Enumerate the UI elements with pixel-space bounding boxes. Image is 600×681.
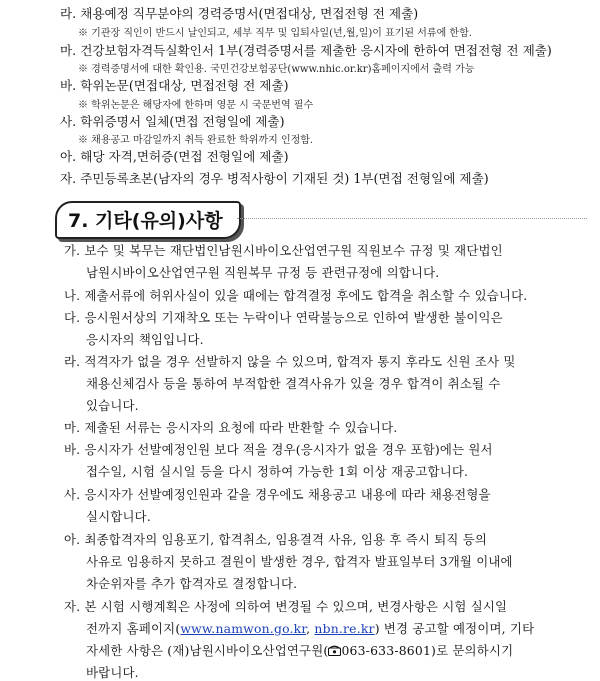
s6-note-1: ※ 기관장 직인이 반드시 날인되고, 세부 직무 및 입퇴사일(년,월,일)이 표기된 서류에 한함. (78, 28, 472, 39)
s7-item-ba: 바. 응시자가 선발예정인원 보다 적을 경우(응시자가 없을 경우 포함)에는 원서 (64, 442, 493, 457)
s7-item-ga: 가. 보수 및 복무는 재단법인남원시바이오산업연구원 직원보수 규정 및 재단법인 (64, 243, 503, 258)
s6-item-ja: 자. 주민등록초본(남자의 경우 병적사항이 기재된 것) 1부(면접 전형일에 제출) (60, 171, 489, 186)
s6-note-2: ※ 경력증명서에 대한 확인용. 국민건강보험공단(www.nhic.or.kr)홈페이지에서 출력 가능 (78, 64, 475, 75)
s7-item-sa: 사. 응시자가 선발예정인원과 같을 경우에도 채용공고 내용에 따라 채용전형을 (64, 487, 491, 502)
s7-item-da: 다. 응시원서상의 기재착오 또는 누락이나 연락불능으로 인하여 발생한 불이익은 (64, 310, 503, 325)
telephone-icon (328, 645, 341, 656)
s7-da-cont: 응시자의 책임입니다. (86, 332, 204, 347)
heading-divider (237, 218, 587, 219)
s7-ba-cont: 접수일, 시험 실시일 등을 다시 정하여 가능한 1회 이상 재공고합니다. (86, 464, 469, 479)
s7-a-cont-1: 사유로 임용하지 못하고 결원이 발생한 경우, 합격자 발표일부터 3개월 이내에 (86, 554, 513, 569)
homepage-link-namwon[interactable]: www.namwon.go.kr (180, 621, 307, 636)
s7-ra-cont-1: 채용신체검사 등을 통하여 부적합한 결격사유가 있을 경우 합격이 취소될 수 (86, 376, 501, 391)
section-heading: 7. 기타(유의)사항 (68, 210, 223, 232)
s6-item-sa: 사. 학위증명서 일체(면접 전형일에 제출) (60, 114, 285, 129)
s7-item-ma: 마. 제출된 서류는 응시자의 요청에 따라 반환할 수 있습니다. (64, 420, 398, 435)
homepage-link-nbn[interactable]: nbn.re.kr (314, 621, 375, 636)
s7-ja-cont-2: 자세한 사항은 (재)남원시바이오산업연구원( 063-633-8601)로 문의하시기 (86, 643, 514, 658)
s7-sa-cont: 실시합니다. (86, 509, 151, 524)
s6-note-3: ※ 학위논문은 해당자에 한하며 영문 시 국문번역 필수 (78, 100, 314, 111)
s7-item-na: 나. 제출서류에 허위사실이 있을 때에는 합격결정 후에도 합격을 취소할 수 있습니다. (64, 288, 528, 303)
s7-ja-cont-1: 전까지 홈페이지(www.namwon.go.kr, nbn.re.kr) 변경 공고할 예정이며, 기타 (86, 621, 535, 636)
s7-ga-cont: 남원시바이오산업연구원 직원복무 규정 등 관련규정에 의합니다. (86, 265, 440, 280)
s6-item-a: 아. 해당 자격,면허증(면접 전형일에 제출) (60, 149, 289, 164)
s7-ra-cont-2: 있습니다. (86, 398, 139, 413)
s6-item-ba: 바. 학위논문(면접대상, 면접전형 전 제출) (60, 78, 289, 93)
s7-item-a: 아. 최종합격자의 임용포기, 합격취소, 임용결격 사유, 임용 후 즉시 퇴직 등의 (64, 532, 488, 547)
s7-item-ra: 라. 적격자가 없을 경우 선발하지 않을 수 있으며, 합격자 통지 후라도 신원 조사 및 (64, 354, 516, 369)
s7-ja-cont-3: 바랍니다. (86, 665, 139, 680)
s6-note-4: ※ 채용공고 마감일까지 취득 완료한 학위까지 인정함. (78, 135, 314, 146)
s7-a-cont-2: 차순위자를 추가 합격자로 결정합니다. (86, 576, 298, 591)
s7-item-ja: 자. 본 시험 시행계획은 사정에 의하여 변경될 수 있으며, 변경사항은 시험 실시일 (64, 599, 508, 614)
s6-item-ma: 마. 건강보험자격득실확인서 1부(경력증명서를 제출한 응시자에 한하여 면접전형 전 제출) (60, 43, 552, 58)
s6-item-ra: 라. 채용예정 직무분야의 경력증명서(면접대상, 면접전형 전 제출) (60, 6, 419, 21)
